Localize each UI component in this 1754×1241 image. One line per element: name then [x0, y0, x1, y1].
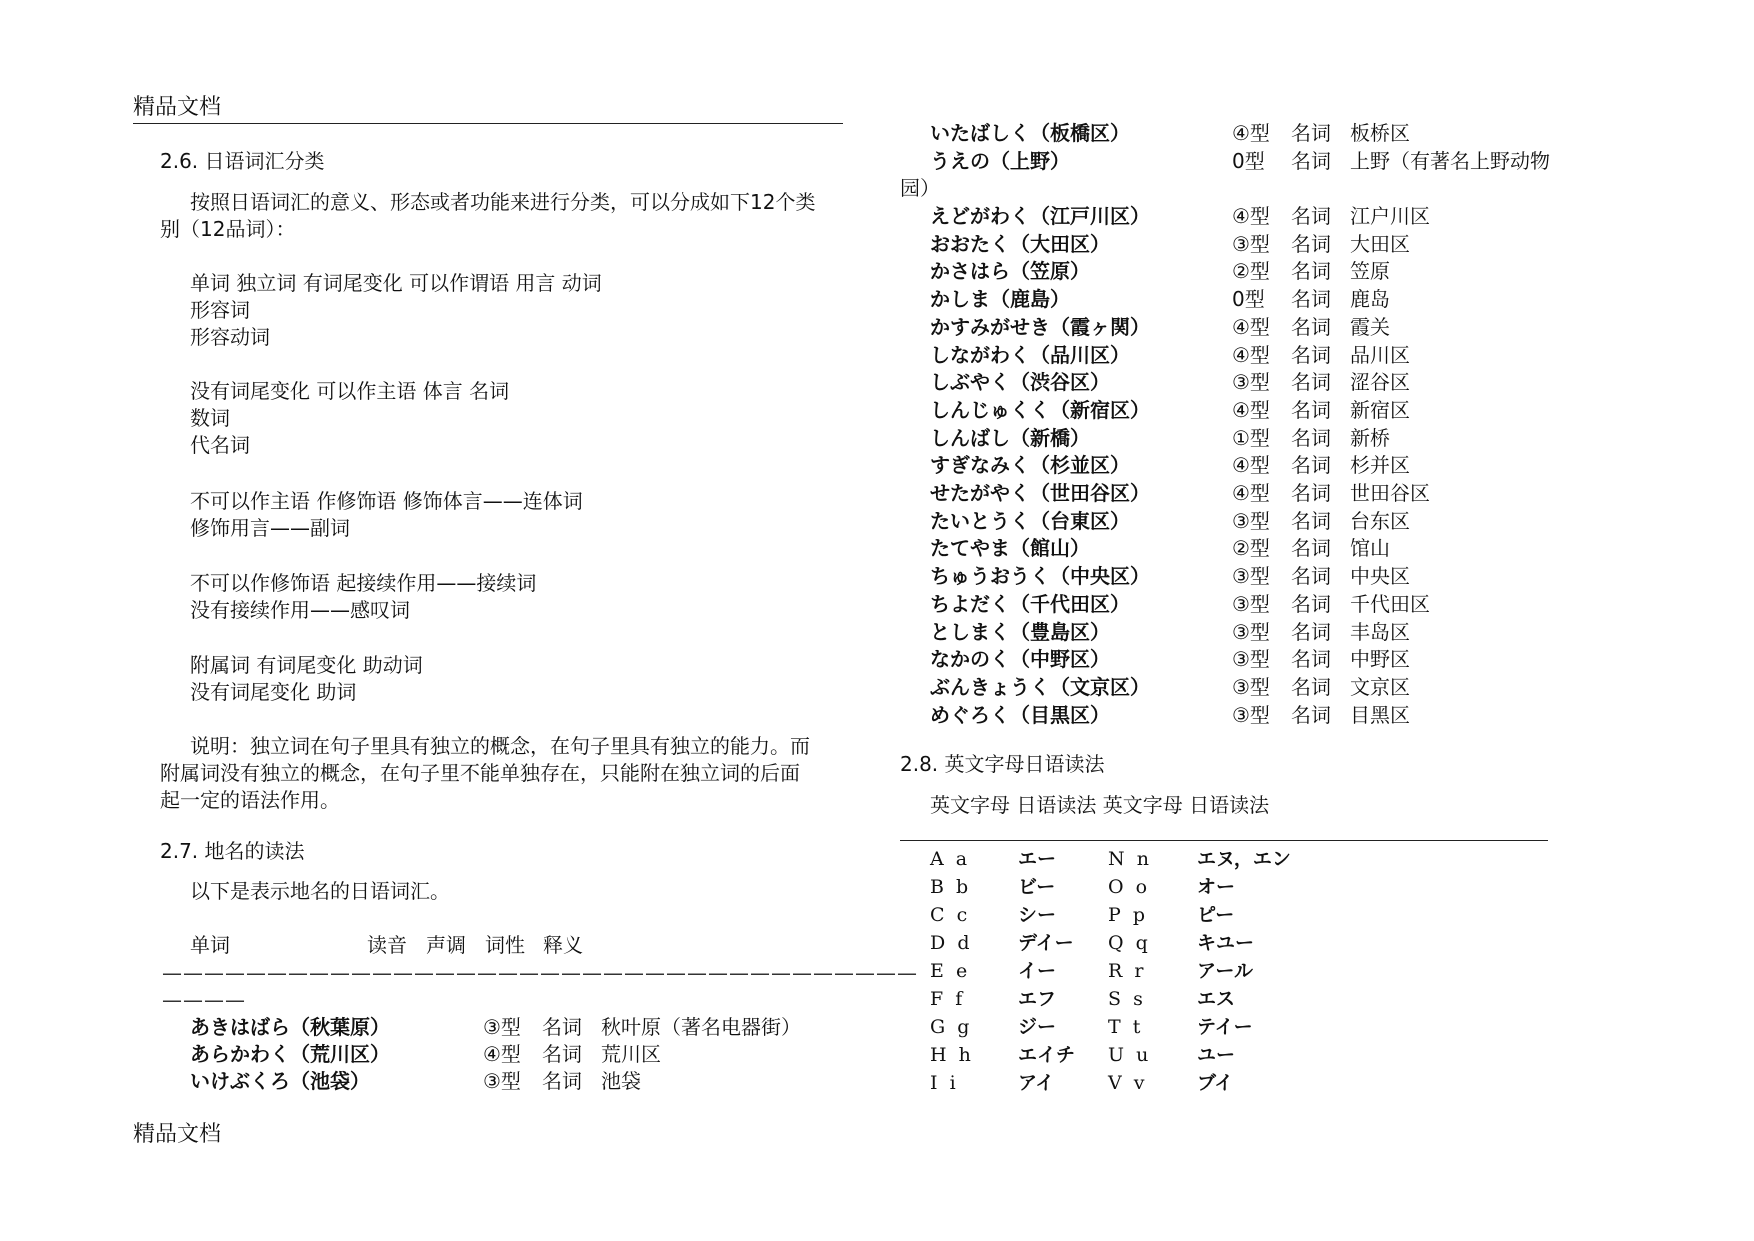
place-row	[930, 591, 1590, 618]
place-row	[190, 1041, 840, 1068]
place-row	[930, 286, 1590, 313]
place-tone: ③型	[1232, 564, 1270, 588]
alpha-table-header: 英文字母 日语读法 英文字母 日语读法	[930, 793, 1270, 817]
place-meaning: 池袋	[601, 1069, 641, 1093]
alpha-table-rule	[900, 840, 1548, 841]
place-meaning: 霞关	[1350, 315, 1390, 339]
alpha-letter: S s	[1108, 988, 1143, 1010]
note-line-1: 说明：独立词在句子里具有独立的概念，在句子里具有独立的能力。而	[190, 734, 810, 758]
col-header-tone: 声调	[426, 933, 466, 957]
place-meaning: 秋叶原（著名电器街）	[601, 1015, 801, 1039]
place-row	[930, 148, 1590, 175]
place-word: ちゅうおうく（中央区）	[930, 564, 1150, 588]
place-meaning: 荒川区	[601, 1042, 661, 1066]
class-line: 不可以作修饰语 起接续作用——接续词	[190, 571, 537, 595]
place-row	[930, 314, 1590, 341]
place-pos: 名词	[1291, 647, 1331, 671]
place-tone: ③型	[1232, 232, 1270, 256]
class-line: 单词 独立词 有词尾变化 可以作谓语 用言 动词	[190, 271, 602, 295]
place-pos: 名词	[1291, 426, 1331, 450]
place-tone: ③型	[1232, 592, 1270, 616]
place-pos: 名词	[1291, 204, 1331, 228]
alpha-letter: O o	[1108, 876, 1148, 898]
col-header-word: 单词	[190, 933, 230, 957]
place-pos: 名词	[1291, 259, 1331, 283]
place-pos: 名词	[1291, 509, 1331, 533]
place-row	[930, 369, 1590, 396]
place-tone: ③型	[483, 1015, 521, 1039]
alpha-reading: キユー	[1197, 932, 1255, 954]
place-meaning: 中野区	[1350, 647, 1410, 671]
place-word: としまく（豊島区）	[930, 620, 1110, 644]
place-intro: 以下是表示地名的日语词汇。	[190, 879, 450, 903]
place-word: いたばしく（板橋区）	[930, 121, 1130, 145]
alpha-reading: エイチ	[1018, 1044, 1076, 1066]
place-meaning: 文京区	[1350, 675, 1410, 699]
place-row	[930, 231, 1590, 258]
alpha-letter: B b	[930, 876, 969, 898]
place-tone: 0型	[1232, 287, 1265, 311]
place-tone: ④型	[1232, 204, 1270, 228]
place-word: なかのく（中野区）	[930, 647, 1110, 671]
place-row	[930, 452, 1590, 479]
place-pos: 名词	[1291, 121, 1331, 145]
place-row	[930, 563, 1590, 590]
alpha-reading: ジー	[1018, 1016, 1057, 1038]
section-2-6-title: 2.6. 日语词汇分类	[160, 149, 325, 173]
alpha-reading: イー	[1018, 960, 1057, 982]
header-rule	[133, 123, 843, 124]
alpha-letter: N n	[1108, 848, 1149, 870]
page-header: 精品文档	[133, 95, 222, 120]
place-word: しんばし（新橋）	[930, 426, 1090, 450]
place-tone: ④型	[1232, 121, 1270, 145]
alpha-letter: T t	[1108, 1016, 1141, 1038]
place-meaning: 上野（有著名上野动物	[1350, 149, 1550, 173]
place-meaning: 新宿区	[1350, 398, 1410, 422]
alpha-reading: エス	[1197, 988, 1236, 1010]
place-pos: 名词	[1291, 343, 1331, 367]
place-meaning: 大田区	[1350, 232, 1410, 256]
alpha-letter: F f	[930, 988, 963, 1010]
place-row	[190, 1014, 840, 1041]
place-pos: 名词	[1291, 481, 1331, 505]
class-line: 不可以作主语 作修饰语 修饰体言——连体词	[190, 489, 583, 513]
place-meaning: 板桥区	[1350, 121, 1410, 145]
place-tone: ③型	[1232, 647, 1270, 671]
place-word: ちよだく（千代田区）	[930, 592, 1130, 616]
alpha-letter: G g	[930, 1016, 970, 1038]
note-line-3: 起一定的语法作用。	[160, 788, 340, 812]
place-row	[930, 425, 1590, 452]
place-pos: 名词	[1291, 232, 1331, 256]
place-pos: 名词	[1291, 453, 1331, 477]
place-meaning: 涩谷区	[1350, 370, 1410, 394]
place-tone: ③型	[1232, 509, 1270, 533]
place-pos: 名词	[1291, 315, 1331, 339]
section-2-8-title: 2.8. 英文字母日语读法	[900, 752, 1105, 776]
place-pos: 名词	[542, 1069, 582, 1093]
alpha-reading: ピー	[1197, 904, 1235, 926]
place-pos: 名词	[1291, 703, 1331, 727]
alpha-letter: U u	[1108, 1044, 1149, 1066]
place-word: しんじゅくく（新宿区）	[930, 398, 1150, 422]
place-meaning: 杉并区	[1350, 453, 1410, 477]
place-word: あきはばら（秋葉原）	[190, 1015, 390, 1039]
place-word: かしま（鹿島）	[930, 287, 1070, 311]
intro-line-1: 按照日语词汇的意义、形态或者功能来进行分类，可以分成如下12个类	[190, 190, 816, 214]
place-tone: ④型	[1232, 315, 1270, 339]
place-row	[930, 342, 1590, 369]
alpha-letter: Q q	[1108, 932, 1148, 954]
alpha-reading: エフ	[1018, 988, 1057, 1010]
place-row	[930, 120, 1590, 147]
place-meaning: 馆山	[1350, 536, 1390, 560]
class-line: 数词	[190, 406, 230, 430]
col-header-pos: 词性	[485, 933, 525, 957]
alpha-reading: エー	[1018, 848, 1057, 870]
alpha-letter: A a	[930, 848, 968, 870]
place-meaning: 世田谷区	[1350, 481, 1430, 505]
place-meaning: 江户川区	[1350, 204, 1430, 228]
place-word: せたがやく（世田谷区）	[930, 481, 1150, 505]
place-tone: ④型	[1232, 343, 1270, 367]
alpha-reading: アール	[1197, 960, 1254, 982]
place-pos: 名词	[1291, 564, 1331, 588]
place-word: えどがわく（江戸川区）	[930, 204, 1150, 228]
place-row	[930, 674, 1590, 701]
place-word: しぶやく（渋谷区）	[930, 370, 1110, 394]
alpha-letter: E e	[930, 960, 968, 982]
place-row	[930, 258, 1590, 285]
place-tone: ③型	[1232, 675, 1270, 699]
class-line: 没有词尾变化 可以作主语 体言 名词	[190, 379, 510, 403]
place-tone: ③型	[483, 1069, 521, 1093]
place-pos: 名词	[1291, 287, 1331, 311]
place-pos: 名词	[1291, 398, 1331, 422]
place-word: すぎなみく（杉並区）	[930, 453, 1130, 477]
place-word: あらかわく（荒川区）	[190, 1042, 390, 1066]
place-tone: 0型	[1232, 149, 1265, 173]
place-meaning: 丰岛区	[1350, 620, 1410, 644]
place-row	[930, 480, 1590, 507]
place-word: ぶんきょうく（文京区）	[930, 675, 1150, 699]
class-line: 附属词 有词尾变化 助动词	[190, 653, 423, 677]
class-line: 形容词	[190, 298, 250, 322]
place-word: たてやま（館山）	[930, 536, 1090, 560]
alpha-letter: I i	[930, 1072, 956, 1094]
alpha-letter: V v	[1108, 1072, 1145, 1094]
place-meaning: 千代田区	[1350, 592, 1430, 616]
alpha-letter: P p	[1108, 904, 1146, 926]
alpha-reading: シー	[1018, 904, 1057, 926]
place-tone: ②型	[1232, 259, 1270, 283]
place-tone: ④型	[1232, 481, 1270, 505]
place-row	[190, 1068, 840, 1095]
place-tone: ③型	[1232, 620, 1270, 644]
alpha-reading: デイー	[1018, 932, 1074, 954]
alpha-reading: オー	[1197, 876, 1236, 898]
place-tone: ④型	[483, 1042, 521, 1066]
place-pos: 名词	[1291, 592, 1331, 616]
place-pos: 名词	[542, 1015, 582, 1039]
place-word: おおたく（大田区）	[930, 232, 1110, 256]
place-word: かさはら（笠原）	[930, 259, 1090, 283]
place-row-wrap	[900, 175, 1000, 202]
place-word: しながわく（品川区）	[930, 343, 1130, 367]
place-row	[930, 646, 1590, 673]
place-row	[930, 535, 1590, 562]
place-pos: 名词	[1291, 536, 1331, 560]
place-word: うえの（上野）	[930, 149, 1070, 173]
intro-line-2: 别（12品词）：	[160, 217, 296, 241]
alpha-letter: R r	[1108, 960, 1144, 982]
place-word: いけぶくろ（池袋）	[190, 1069, 370, 1093]
alpha-reading: ブイ	[1197, 1072, 1234, 1094]
place-row	[930, 508, 1590, 535]
place-tone: ②型	[1232, 536, 1270, 560]
page-footer: 精品文档	[133, 1122, 222, 1147]
place-tone: ④型	[1232, 453, 1270, 477]
col-header-reading: 读音	[367, 933, 407, 957]
place-tone: ③型	[1232, 703, 1270, 727]
place-row	[930, 397, 1590, 424]
place-meaning: 鹿岛	[1350, 287, 1390, 311]
place-pos: 名词	[542, 1042, 582, 1066]
alpha-reading: テイー	[1197, 1016, 1253, 1038]
alpha-reading: アイ	[1018, 1072, 1055, 1094]
class-line: 形容动词	[190, 325, 270, 349]
section-2-7-title: 2.7. 地名的读法	[160, 839, 305, 863]
place-meaning: 品川区	[1350, 343, 1410, 367]
place-pos: 名词	[1291, 675, 1331, 699]
place-meaning-wrap: 园）	[900, 176, 940, 200]
place-meaning: 台东区	[1350, 509, 1410, 533]
alpha-reading: ビー	[1018, 876, 1056, 898]
alpha-reading: ユー	[1197, 1044, 1236, 1066]
alpha-reading: エヌ，エン	[1197, 848, 1291, 870]
place-meaning: 中央区	[1350, 564, 1410, 588]
class-line: 没有接续作用——感叹词	[190, 598, 410, 622]
dash-divider: ————————————————————————————————————	[162, 961, 918, 985]
class-line: 没有词尾变化 助词	[190, 680, 357, 704]
dash-divider: ————	[162, 988, 246, 1012]
place-pos: 名词	[1291, 620, 1331, 644]
place-row	[930, 702, 1590, 729]
place-pos: 名词	[1291, 149, 1331, 173]
place-word: めぐろく（目黒区）	[930, 703, 1110, 727]
note-line-2: 附属词没有独立的概念，在句子里不能单独存在，只能附在独立词的后面	[160, 761, 800, 785]
place-pos: 名词	[1291, 370, 1331, 394]
alpha-letter: D d	[930, 932, 970, 954]
class-line: 代名词	[190, 433, 250, 457]
place-tone: ③型	[1232, 370, 1270, 394]
place-word: たいとうく（台東区）	[930, 509, 1130, 533]
alpha-letter: H h	[930, 1044, 971, 1066]
place-row	[930, 203, 1590, 230]
place-row	[930, 619, 1590, 646]
place-meaning: 新桥	[1350, 426, 1390, 450]
col-header-meaning: 释义	[543, 933, 583, 957]
place-meaning: 笠原	[1350, 259, 1390, 283]
alpha-letter: C c	[930, 904, 968, 926]
place-tone: ①型	[1232, 426, 1270, 450]
class-line: 修饰用言——副词	[190, 516, 350, 540]
place-word: かすみがせき（霞ヶ関）	[930, 315, 1150, 339]
place-tone: ④型	[1232, 398, 1270, 422]
place-meaning: 目黑区	[1350, 703, 1410, 727]
